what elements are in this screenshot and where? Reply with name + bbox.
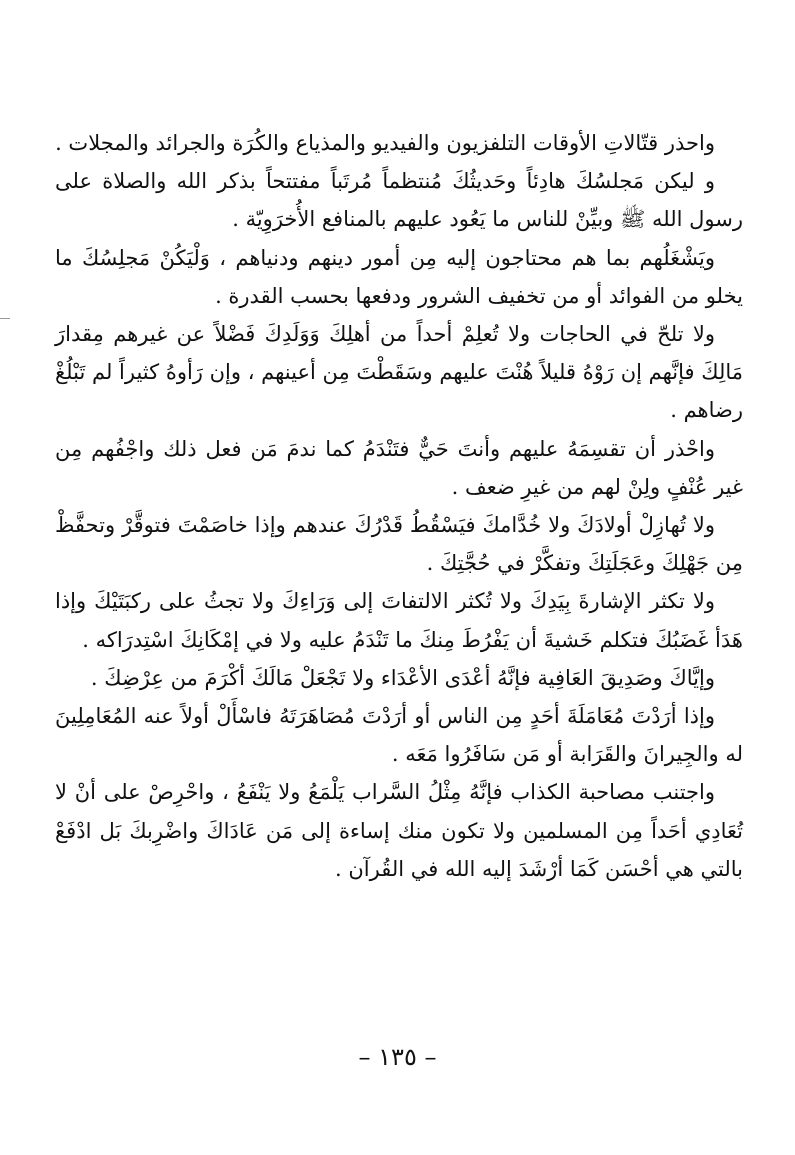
paragraph-4: ولا تلحّ في الحاجات ولا تُعلِمْ أحداً من أهلِكَ وَوَلَدِكَ فَضْلاً عن غيرهم مِقدارَ مَالِكَ فإنَّهم إن رَوْهُ قليلاً هُنْتَ عليهم وسَقَطْتَ مِن أعينهم ، وإن رَأوهُ كثيراً لم تَبْلُغْ رضاهم .: [55, 322, 743, 423]
paragraph-6: ولا تُهازِلْ أولادَكَ ولا خُدَّامكَ فيَسْقُطُ قَدْرُكَ عندهم وإذا خاصَمْتَ فتوقَّرْ وتحفَّظْ مِن جَهْلِكَ وعَجَلَتِكَ وتفكَّرْ في حُجَّتِكَ .: [55, 513, 743, 576]
page-body: [55, 124, 743, 888]
scan-edge-mark: [0, 318, 10, 319]
paragraph-3: ويَشْغَلُهم بما هم محتاجون إليه مِن أمور دينهم ودنياهم ، وَلْيَكُنْ مَجلِسُكَ ما يخلو من الفوائد أو من تخفيف الشرور ودفعها بحسب القدرة .: [55, 245, 743, 308]
paragraph-9: وإذا أرَدْتَ مُعَامَلَةَ أحَدٍ مِن الناس أو أرَدْتَ مُصَاهَرَتَهُ فاسْأَلْ أولاً عنه المُعَامِلِينَ له والجِيرانَ والقَرَابة أو مَن سَافَرُوا مَعَه .: [55, 704, 743, 767]
paragraph-8: وإيَّاكَ وصَدِيقَ العَافِية فإنَّهُ أعْدَى الأعْدَاء ولا تَجْعَلْ مَالَكَ أكْرَمَ من عِرْضِكَ .: [90, 665, 715, 690]
paragraph-2: و ليكن مَجلسُكَ هادِئاً وحَديثُكَ مُنتظماً مُرتَباً مفتتحاً بذكر الله والصلاة على رسول الله ﷺ وبيِّنْ للناس ما يَعُود عليهم بالمنافع الأُخرَوِيّة .: [55, 169, 743, 232]
page-number: – ١٣٥ –: [358, 1043, 437, 1071]
paragraph-1: واحذر قتّالاتِ الأوقات التلفزيون والفيديو والمذياع والكُرَة والجرائد والمجلات .: [55, 131, 715, 155]
paragraph-10: واجتنب مصاحبة الكذاب فإنَّهُ مِثْلُ السَّراب يَلْمَعُ ولا يَنْفَعُ ، واحْرِصْ على أنْ لا تُعَادِي أحَداً مِن المسلمين ولا تكون منك إساءة إلى مَن عَادَاكَ واضْرِبكَ بَل ادْفَعْ بالتي هي أحْسَن كَمَا أرْشَدَ إليه الله في القُرآن .: [55, 780, 743, 881]
paragraph-5: واحْذر أن تقسِمَهُ عليهم وأنتَ حَيٌّ فتَنْدَمُ كما ندمَ مَن فعل ذلك واجْفُهم مِن غير عُنْفٍ ولِنْ لهم من غيرِ ضعف .: [55, 436, 743, 499]
paragraph-7: ولا تكثر الإشارةَ بِيَدِكَ ولا تُكثر الالتفاتَ إلى وَرَاءِكَ ولا تجثُ على ركبَتَيْكَ وإذا هَدَأ غَضَبُكَ فتكلم خَشيةَ أن يَفْرُطَ مِنكَ ما تَنْدَمُ عليه ولا في إمْكَانِكَ اسْتِدرَاكه .: [55, 589, 743, 652]
